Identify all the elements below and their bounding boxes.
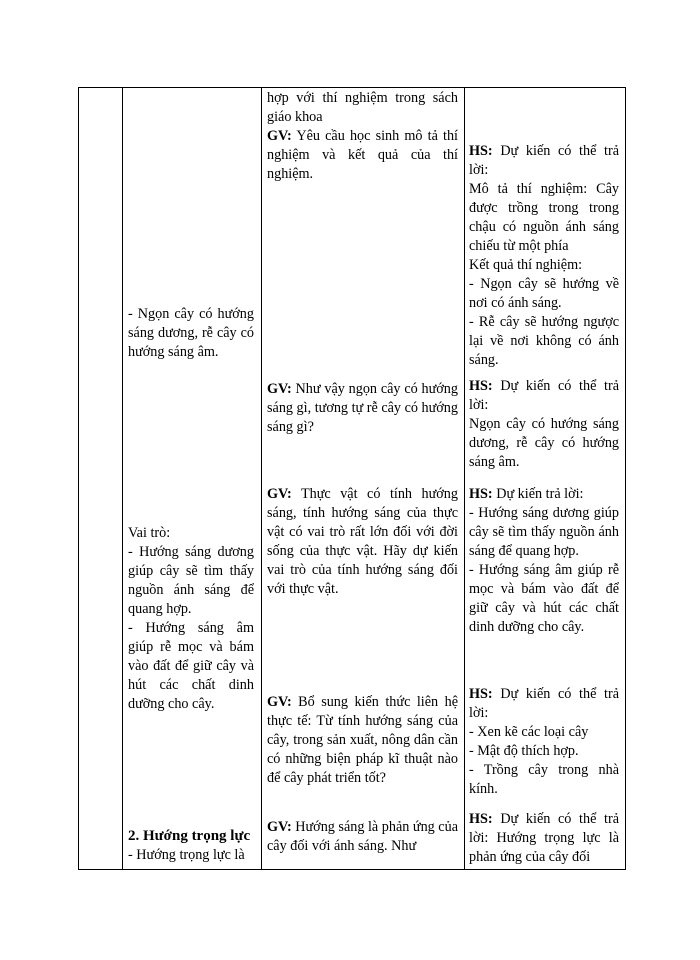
student-text: - Trồng cây trong nhà kính. — [469, 762, 619, 797]
student-text: - Hướng sáng dương giúp cây sẽ tìm thấy nguồn ánh sáng để quang hợp. — [469, 505, 619, 559]
student-label: HS: — [469, 143, 493, 159]
table-border-5 — [625, 87, 626, 870]
student-text: - Xen kẽ các loại cây — [469, 724, 589, 740]
student-text: Ngọn cây có hướng sáng dương, rễ cây có hướng sáng âm. — [469, 416, 619, 470]
student-text: - Hướng sáng âm giúp rễ mọc và bám vào đất để giữ cây và hút các chất dinh dưỡng cho cây. — [469, 562, 619, 635]
student-text: Dự kiến có thể trả lời: — [469, 143, 619, 178]
student-label: HS: — [469, 686, 493, 702]
student-text: Dự kiến trả lời: — [496, 486, 584, 502]
teacher-text: Như vậy ngọn cây có hướng sáng gì, tương tự rễ cây có hướng sáng gì? — [267, 381, 458, 435]
content-line: - Hướng trọng lực là — [128, 847, 245, 863]
teacher-text: hợp với thí nghiệm trong sách giáo khoa — [267, 90, 458, 125]
teacher-text: Bổ sung kiến thức liên hệ thực tế: Từ tính hướng sáng của cây, trong sản xuất, nông dân cần có những biện pháp kĩ thuật nào để cây phát triển tốt? — [267, 694, 458, 786]
student-block-3 — [469, 485, 619, 637]
section-heading: 2. Hướng trọng lực — [128, 828, 251, 844]
teacher-block-1 — [267, 89, 458, 184]
teacher-text: Thực vật có tính hướng sáng, tính hướng sáng của thực vật có vai trò rất lớn đối với đời sống của thực vật. Hãy dự kiến vai trò của tính hướng sáng đối với thực vật. — [267, 486, 458, 597]
student-text: Mô tả thí nghiệm: Cây được trồng trong trong chậu có nguồn ánh sáng chiếu từ một phía — [469, 181, 619, 254]
teacher-label: GV: — [267, 381, 292, 397]
student-label: HS: — [469, 378, 493, 394]
teacher-label: GV: — [267, 694, 292, 710]
table-top-border — [78, 87, 626, 88]
table-border-3 — [261, 87, 262, 870]
table-border-2 — [122, 87, 123, 870]
teacher-label: GV: — [267, 486, 292, 502]
student-text: - Rễ cây sẽ hướng ngược lại về nơi không có ánh sáng. — [469, 314, 619, 368]
student-label: HS: — [469, 486, 493, 502]
teacher-block-3 — [267, 485, 458, 599]
teacher-block-4 — [267, 693, 458, 788]
content-block-3 — [128, 827, 260, 865]
student-text: Dự kiến có thể trả lời: — [469, 378, 619, 413]
content-block-1 — [128, 305, 254, 362]
content-line: - Ngọn cây có hướng sáng dương, rễ cây có hướng sáng âm. — [128, 306, 254, 360]
teacher-block-5 — [267, 818, 458, 856]
student-block-2 — [469, 377, 619, 472]
content-line: Vai trò: — [128, 525, 171, 541]
content-line: - Hướng sáng dương giúp cây sẽ tìm thấy nguồn ánh sáng để quang hợp. — [128, 544, 254, 617]
teacher-block-2 — [267, 380, 458, 437]
student-text: - Mật độ thích hợp. — [469, 743, 579, 759]
teacher-text: Hướng sáng là phản ứng của cây đối với ánh sáng. Như — [267, 819, 458, 854]
content-block-2 — [128, 524, 254, 714]
student-text: - Ngọn cây sẽ hướng về nơi có ánh sáng. — [469, 276, 619, 311]
student-text: Dự kiến có thể trả lời: Hướng trọng lực là phản ứng của cây đối — [469, 811, 619, 865]
teacher-label: GV: — [267, 128, 292, 144]
table-border-4 — [464, 87, 465, 870]
student-text: Dự kiến có thể trả lời: — [469, 686, 619, 721]
teacher-label: GV: — [267, 819, 292, 835]
content-line: - Hướng sáng âm giúp rễ mọc và bám vào đất để giữ cây và hút các chất dinh dưỡng cho cây. — [128, 620, 254, 712]
student-block-5 — [469, 810, 619, 867]
table-border-1 — [78, 87, 79, 870]
student-text: Kết quả thí nghiệm: — [469, 257, 583, 273]
table-bottom-border — [78, 869, 626, 870]
teacher-text: Yêu cầu học sinh mô tả thí nghiệm và kết quả của thí nghiệm. — [267, 128, 458, 182]
student-label: HS: — [469, 811, 493, 827]
student-block-4 — [469, 685, 619, 799]
student-block-1 — [469, 142, 619, 370]
